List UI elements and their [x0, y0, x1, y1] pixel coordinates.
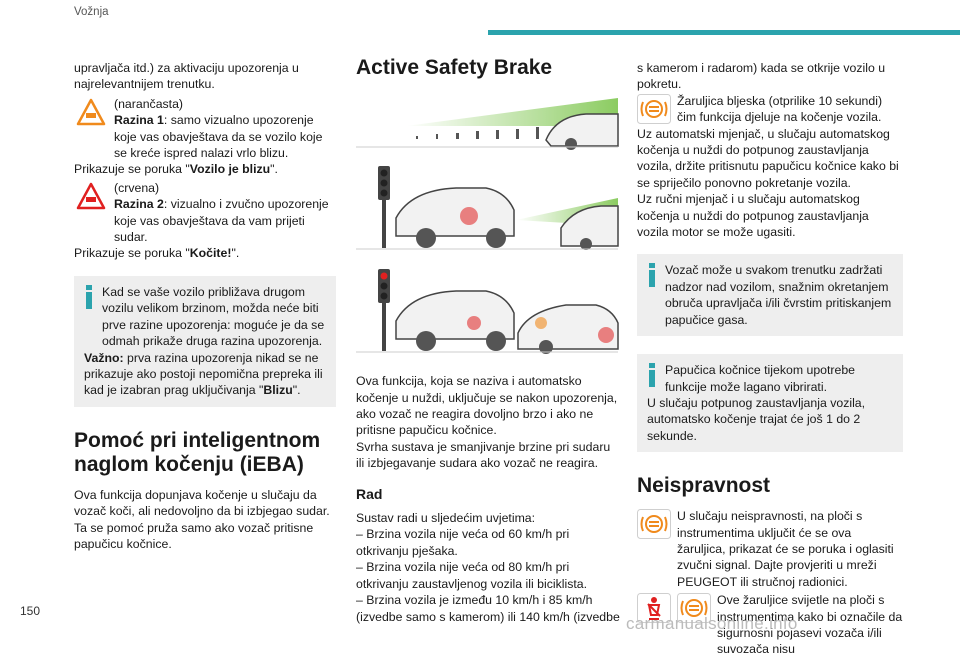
section-heading-ieba: Pomoć pri inteligentnom naglom kočenju (iEBA)	[74, 428, 321, 476]
level1-label: Razina 1	[114, 113, 164, 128]
asb-para-1: Ova funkcija, koja se naziva i automatsko kočenje u nuždi, uključuje se nakon upozorenja, ako vozač ne reagira dovoljno brzo i ako ne pritisne papučicu kočnice.	[356, 374, 618, 438]
info-note-2: Vozač može u svakom trenutku zadržati nadzor nad vozilom, snažnim okretanjem obruča upravljača i/ili čvrstim pritiskanjem papučice gasa.	[637, 254, 903, 336]
fault-text: U slučaju neispravnosti, na ploči s instrumentima uključit će se ova žaruljica, prikazat će se poruka i oglasiti zvučni signal. Dajte provjeriti u mreži PEUGEOT ili stručnoj radionici.	[677, 509, 894, 589]
continued-text: s kamerom i radarom) kada se otkrije vozilo u pokretu.	[637, 61, 886, 92]
level1-color: (narančasta)	[114, 96, 184, 111]
red-warning-triangle-icon	[76, 182, 106, 210]
info-icon	[649, 263, 655, 287]
manual-gearbox-text: Uz ručni mjenjač i u slučaju automatskog kočenja u nuždi do potpunog zaustavljanja vozila motor se može ugasiti.	[637, 192, 869, 240]
asb-illustration-warning	[356, 158, 618, 250]
auto-gearbox-text: Uz automatski mjenjač, u slučaju automatskog kočenja u nuždi do potpunog zaustavljanja vozila, držite pritisnutu papučicu kočnice kako bi se spriječilo ponovno pokretanje vozila.	[637, 126, 899, 190]
asb-illustration-approach	[356, 96, 618, 148]
orange-warning-triangle-icon	[76, 98, 106, 126]
brake-fault-lamp-icon	[637, 509, 671, 539]
fault-block	[637, 508, 903, 590]
level2-label: Razina 2	[114, 197, 164, 212]
section-heading-asb: Active Safety Brake	[356, 56, 553, 79]
level2-message: Prikazuje se poruka "Kočite!".	[74, 246, 240, 261]
asb-para-2: Svrha sustava je smanjivanje brzine pri sudaru ili izbjegavanje sudara ako vozač ne reagira.	[356, 439, 611, 471]
level2-color: (crvena)	[114, 180, 160, 195]
brake-warning-lamp-icon	[637, 94, 671, 124]
asb-illustration-braking	[356, 261, 618, 353]
running-header: Vožnja	[74, 6, 109, 18]
info-icon	[86, 285, 92, 309]
info-icon	[649, 363, 655, 387]
subheading-rad: Rad	[356, 485, 383, 502]
fault2-text: Ove žaruljice svijetle na ploči s instrumentima kako bi označile da sigurnosni pojasevi vozača i/ili suvozača nisu	[717, 593, 903, 657]
column-2	[356, 56, 620, 625]
header-accent-bar	[488, 30, 960, 35]
intro-text: upravljača itd.) za aktivaciju upozorenja u najrelevantnijem trenutku.	[74, 61, 299, 92]
level1-block: (narančasta) Razina 1: samo vizualno upozorenje koje vas obavještava da se vozilo koje se kreće ispred nalazi vrlo blizu.	[74, 96, 336, 162]
condition-1: – Brzina vozila nije veća od 60 km/h pri otkrivanju pješaka.	[356, 527, 570, 558]
condition-2: – Brzina vozila nije veća od 80 km/h pri otkrivanju zaustavljenog vozila ili biciklista.	[356, 560, 588, 591]
section-heading-fault: Neispravnost	[637, 474, 771, 498]
info-note-3: Papučica kočnice tijekom upotrebe funkcije može lagano vibrirati. U slučaju potpunog zaustavljanja vozila, automatsko kočenje trajat će još 1 do 2 sekunde.	[637, 354, 903, 452]
ieba-body: Ova funkcija dopunjava kočenje u slučaju da vozač koči, ali nedovoljno da bi izbjegao sudar. Ta se pomoć pruža samo ako vozač pritisne papučicu kočnice.	[74, 487, 330, 551]
lamp-text: Žaruljica bljeska (otprilike 10 sekundi) čim funkcija djeluje na kočenje vozila.	[677, 93, 883, 125]
level1-message: Prikazuje se poruka "Vozilo je blizu".	[74, 162, 278, 177]
conditions-intro: Sustav radi u sljedećim uvjetima:	[356, 511, 536, 526]
level2-block: (crvena) Razina 2: vizualno i zvučno upozorenje koje vas obavještava da vam prijeti sudar.	[74, 180, 336, 246]
column-1	[74, 60, 336, 552]
page-number: 150	[20, 604, 41, 618]
condition-3: – Brzina vozila je između 10 km/h i 85 km/h (izvedbe samo s kamerom) ili 140 km/h (izvedbe	[356, 593, 620, 624]
lamp-block	[637, 93, 903, 126]
info-note-1: Kad se vaše vozilo približava drugom vozilu velikom brzinom, možda neće biti prve razine upozorenja: moguće je da se odmah prikaže druga razina upozorenja. Važno: prva razina upozorenja nikad se ne prikazuje ako postoji nepomična prepreka ili kad je izabran prag uključivanja "Blizu".	[74, 276, 336, 407]
watermark: carmanualsonline.info	[626, 614, 798, 633]
column-3	[637, 60, 903, 658]
